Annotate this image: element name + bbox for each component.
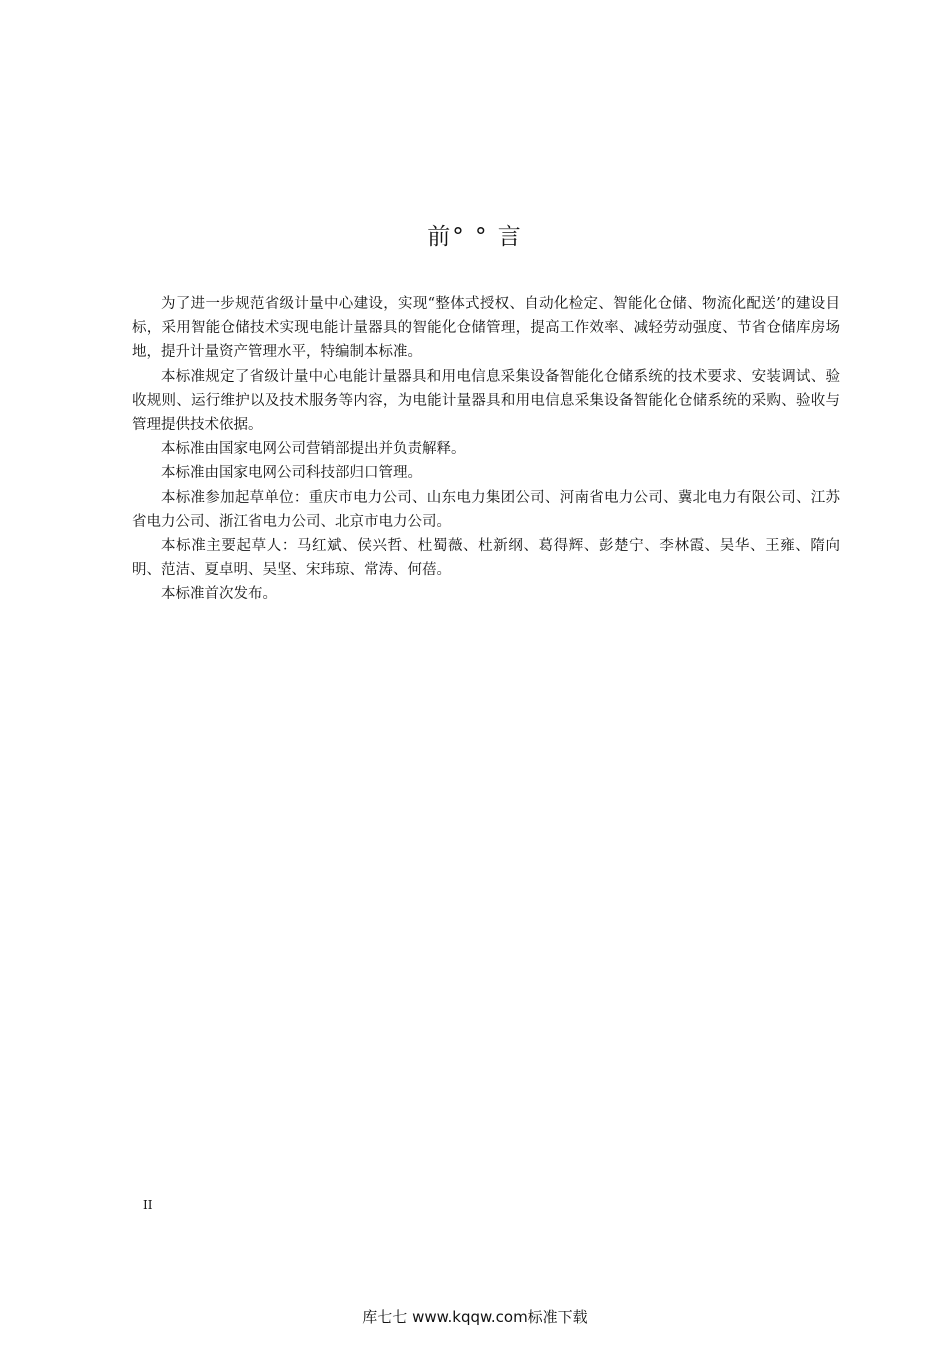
paragraph-drafters: 本标准主要起草人：马红斌、侯兴哲、杜蜀薇、杜新纲、葛得辉、彭楚宁、李林霞、吴华、王雍、隋向明、范洁、夏卓明、吴坚、宋玮琼、常涛、何蓓。 xyxy=(132,538,840,579)
page-number: II xyxy=(143,1198,153,1212)
page-title: 前° ° 言 xyxy=(427,224,523,250)
paragraph-purpose: 为了进一步规范省级计量中心建设，实现“整体式授权、自动化检定、智能化仓储、物流化配送’的建设目标，采用智能仓储技术实现电能计量器具的智能化仓储管理，提高工作效率、减轻劳动强度、节省仓储库房场地，提升计量资产管理水平，特编制本标准。 xyxy=(132,296,840,361)
paragraph-proposer: 本标准由国家电网公司营销部提出并负责解释。 xyxy=(161,441,466,458)
paragraph-scope: 本标准规定了省级计量中心电能计量器具和用电信息采集设备智能化仓储系统的技术要求、安装调试、验收规则、运行维护以及技术服务等内容，为电能计量器具和用电信息采集设备智能化仓储系统的采购、验收与管理提供技术依据。 xyxy=(132,368,840,434)
footer-watermark: 库七七 www.kqqw.com标准下载 xyxy=(362,1308,588,1326)
paragraph-management: 本标准由国家电网公司科技部归口管理。 xyxy=(161,465,422,482)
body-text xyxy=(132,292,840,607)
paragraph-first-release: 本标准首次发布。 xyxy=(161,586,277,603)
paragraph-drafting-units: 本标准参加起草单位：重庆市电力公司、山东电力集团公司、河南省电力公司、冀北电力有限公司、江苏省电力公司、浙江省电力公司、北京市电力公司。 xyxy=(132,489,840,530)
